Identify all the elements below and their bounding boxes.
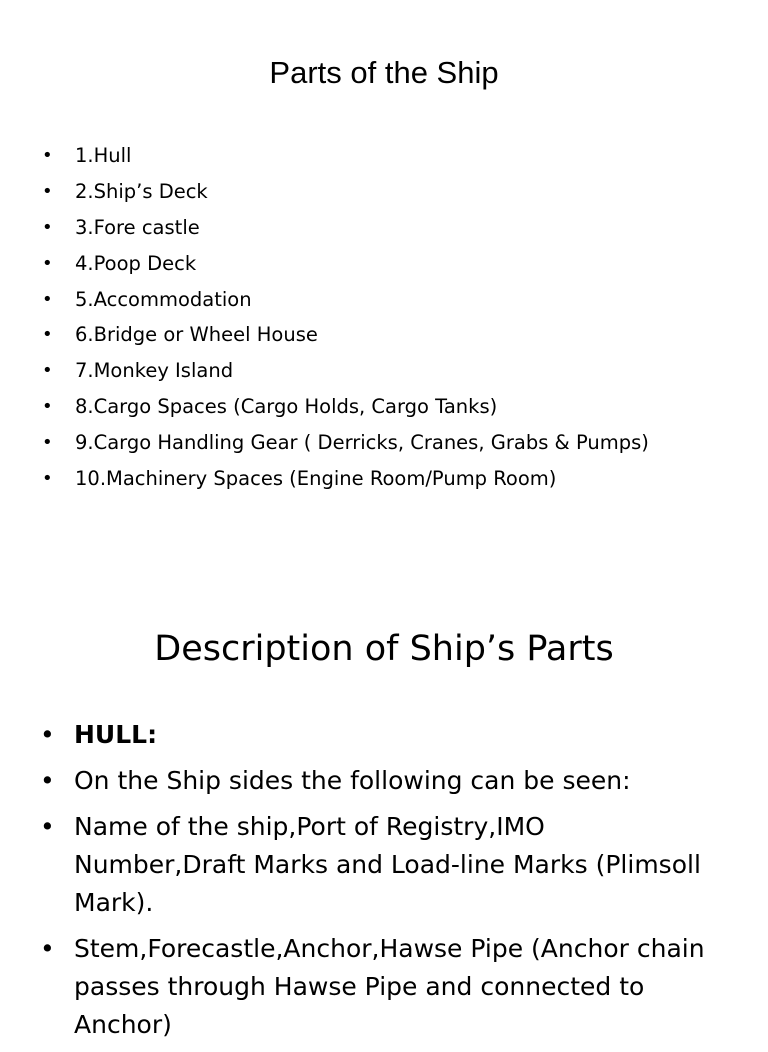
bullet-icon: • [40,812,55,841]
slide-description-of-parts [0,540,768,1039]
bullet-icon: • [42,216,53,238]
list-item-text: 7.Monkey Island [75,359,234,383]
slide-title: Description of Ship’s Parts [154,629,614,669]
list-item-text: On the Ship sides the following can be seen: [74,766,631,795]
list-item-text: 4.Poop Deck [75,251,197,275]
list-item [0,463,649,499]
bullet-icon: • [42,145,53,166]
list-item-text: 3.Fore castle [75,215,200,239]
bullet-icon: • [42,252,53,274]
description-list [0,716,768,1052]
list-item [0,930,768,1044]
bullet-icon: • [40,766,55,795]
list-item [0,427,649,463]
section-heading: HULL: [74,720,158,749]
list-item [0,762,768,800]
bullet-icon: • [42,360,53,382]
bullet-icon: • [42,396,53,418]
bullet-icon: • [42,288,53,310]
list-item-text: 1.Hull [75,144,132,167]
list-item [0,808,768,922]
bullet-icon: • [42,468,53,490]
list-item-text: 5.Accommodation [75,287,252,311]
list-item [0,391,649,427]
bullet-icon: • [42,324,53,346]
list-item-text: Name of the ship,Port of Registry,IMO Number,Draft Marks and Load-line Marks (Plimsoll Mark). [74,812,701,917]
list-item [0,212,649,248]
list-item [0,355,649,391]
list-item-text: 6.Bridge or Wheel House [75,323,318,347]
list-item [0,140,649,176]
list-item [0,284,649,320]
list-item-text: Stem,Forecastle,Anchor,Hawse Pipe (Anchor chain passes through Hawse Pipe and connected to Anchor) [74,934,705,1039]
bullet-icon: • [42,180,53,202]
parts-list [0,140,649,499]
list-item-text: 2.Ship’s Deck [75,179,208,203]
list-item-text: 10.Machinery Spaces (Engine Room/Pump Room) [75,467,557,491]
list-item-text: 8.Cargo Spaces (Cargo Holds, Cargo Tanks) [75,395,498,419]
list-item [0,716,768,754]
bullet-icon: • [40,934,55,963]
list-item [0,248,649,284]
list-item [0,319,649,355]
list-item [0,176,649,212]
list-item-text: 9.Cargo Handling Gear ( Derricks, Cranes, Grabs & Pumps) [75,431,649,455]
bullet-icon: • [42,432,53,454]
slide-title: Parts of the Ship [269,55,499,90]
bullet-icon: • [40,720,55,749]
